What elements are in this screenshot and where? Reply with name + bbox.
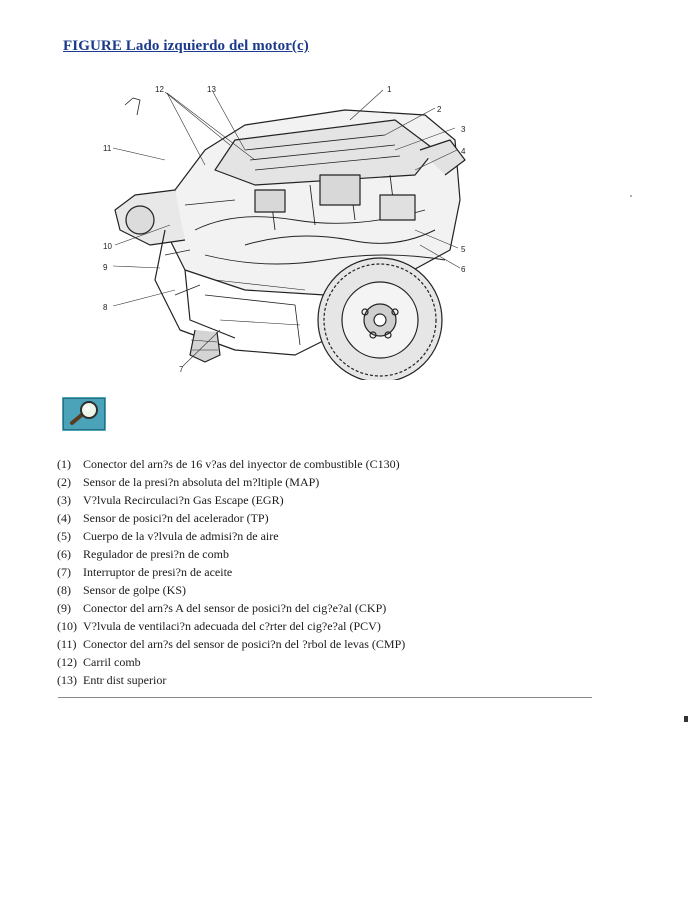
- zoom-button[interactable]: [62, 397, 106, 431]
- legend-number: (12): [57, 655, 77, 669]
- legend-item: [57, 509, 405, 527]
- engine-illustration: [95, 80, 485, 380]
- legend-text: Sensor de la presi?n absoluta del m?ltiple (MAP): [83, 475, 320, 489]
- legend-number: (3): [57, 493, 71, 507]
- legend-number: (1): [57, 457, 71, 471]
- callout-3: 3: [461, 125, 466, 134]
- callout-7: 7: [179, 365, 184, 374]
- legend-text: Carril comb: [83, 655, 141, 669]
- legend-text: Sensor de golpe (KS): [83, 583, 186, 597]
- engine-diagram: [95, 80, 485, 380]
- legend-number: (2): [57, 475, 71, 489]
- legend-item: [57, 671, 405, 689]
- legend-item: [57, 527, 405, 545]
- legend-text: V?lvula de ventilaci?n adecuada del c?rter del cig?e?al (PCV): [83, 619, 381, 633]
- scan-speck: [630, 195, 632, 197]
- legend-text: Cuerpo de la v?lvula de admisi?n de aire: [83, 529, 279, 543]
- callout-11: 11: [103, 144, 112, 153]
- legend-number: (5): [57, 529, 71, 543]
- legend-item: [57, 617, 405, 635]
- component-legend: [57, 455, 405, 689]
- divider-rule: [58, 697, 592, 698]
- legend-number: (13): [57, 673, 77, 687]
- legend-text: Entr dist superior: [83, 673, 167, 687]
- legend-item: [57, 491, 405, 509]
- callout-8: 8: [103, 303, 108, 312]
- legend-text: Conector del arn?s A del sensor de posici?n del cig?e?al (CKP): [83, 601, 387, 615]
- legend-item: [57, 653, 405, 671]
- legend-number: (4): [57, 511, 71, 525]
- legend-item: [57, 635, 405, 653]
- legend-number: (9): [57, 601, 71, 615]
- scan-edge-mark: [684, 716, 688, 722]
- legend-item: [57, 599, 405, 617]
- callout-5: 5: [461, 245, 466, 254]
- legend-number: (7): [57, 565, 71, 579]
- magnifier-icon: [62, 397, 106, 431]
- callout-13: 13: [207, 85, 216, 94]
- legend-text: Sensor de posici?n del acelerador (TP): [83, 511, 269, 525]
- callout-6: 6: [461, 265, 466, 274]
- legend-number: (11): [57, 637, 77, 651]
- legend-text: V?lvula Recirculaci?n Gas Escape (EGR): [83, 493, 284, 507]
- callout-10: 10: [103, 242, 112, 251]
- legend-item: [57, 545, 405, 563]
- callout-9: 9: [103, 263, 108, 272]
- legend-item: [57, 563, 405, 581]
- callout-4: 4: [461, 147, 466, 156]
- legend-number: (8): [57, 583, 71, 597]
- legend-number: (10): [57, 619, 77, 633]
- legend-item: [57, 581, 405, 599]
- callout-1: 1: [387, 85, 392, 94]
- legend-item: [57, 473, 405, 491]
- legend-text: Conector del arn?s de 16 v?as del inyector de combustible (C130): [83, 457, 400, 471]
- page-title: FIGURE Lado izquierdo del motor(c): [63, 38, 309, 54]
- legend-number: (6): [57, 547, 71, 561]
- legend-text: Interruptor de presi?n de aceite: [83, 565, 233, 579]
- callout-12: 12: [155, 85, 164, 94]
- legend-text: Conector del arn?s del sensor de posici?n del ?rbol de levas (CMP): [83, 637, 406, 651]
- callout-2: 2: [437, 105, 442, 114]
- legend-item: [57, 455, 405, 473]
- legend-text: Regulador de presi?n de comb: [83, 547, 229, 561]
